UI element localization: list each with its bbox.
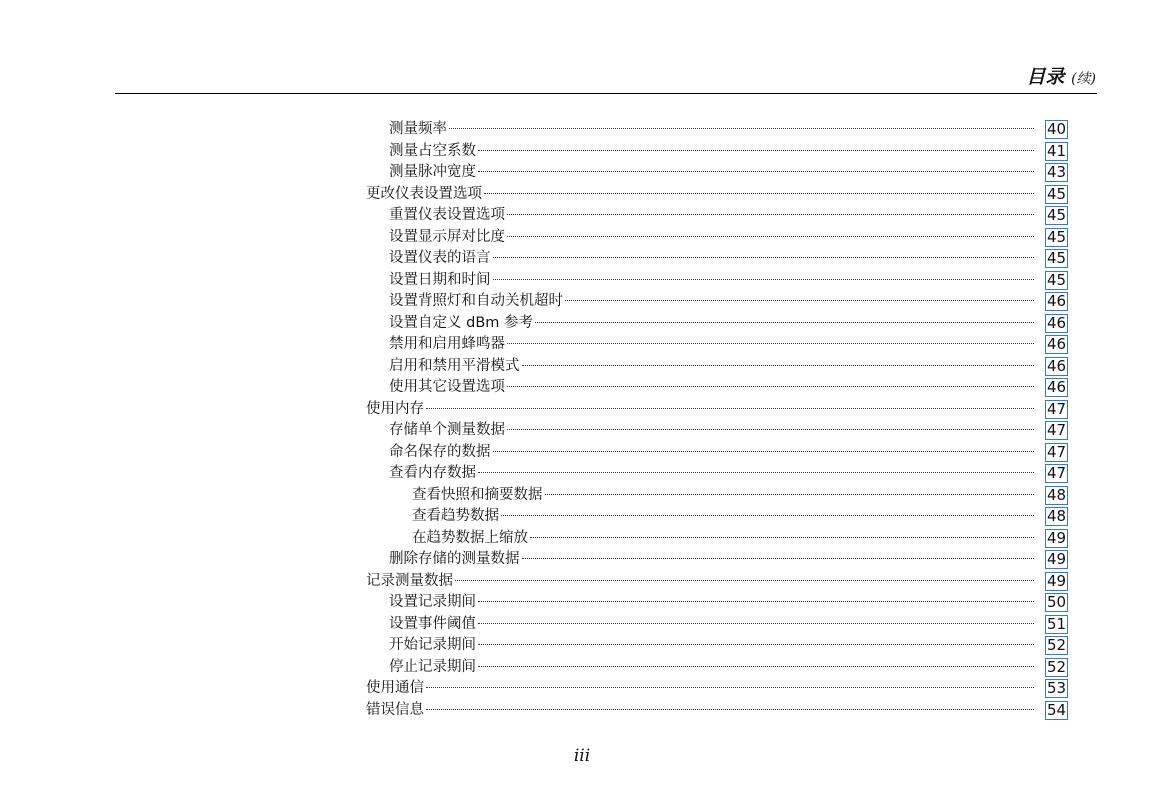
toc-page-link[interactable]: 46 [1046, 292, 1067, 310]
dot-leader [455, 580, 1034, 581]
toc-entry-label: 记录测量数据 [366, 572, 453, 589]
toc-entry-label: 设置自定义 dBm 参考 [389, 314, 533, 331]
toc-row[interactable] [0, 162, 1164, 184]
toc-entry-label: 命名保存的数据 [389, 443, 491, 460]
toc-row[interactable] [0, 334, 1164, 356]
toc-entry [389, 420, 1038, 442]
toc-entry-label: 设置仪表的语言 [389, 250, 491, 266]
toc-row[interactable] [0, 377, 1164, 399]
toc-row[interactable] [0, 571, 1164, 593]
dot-leader [478, 472, 1034, 473]
toc-page-link[interactable]: 45 [1046, 249, 1067, 267]
toc-page-link[interactable]: 46 [1046, 356, 1067, 375]
toc-row[interactable] [0, 356, 1164, 378]
toc-entry-label: 设置背照灯和自动关机超时 [389, 293, 563, 309]
toc-row[interactable] [0, 248, 1164, 270]
toc-entry-label: 查看快照和摘要数据 [412, 486, 543, 503]
page-number: iii [573, 746, 591, 766]
toc-entry [412, 506, 1038, 528]
toc-entry-label: 停止记录期间 [389, 658, 476, 675]
toc-entry [412, 485, 1038, 507]
toc-row[interactable] [0, 485, 1164, 507]
toc-entry [389, 463, 1038, 485]
toc-entry [389, 334, 1038, 356]
toc-row[interactable] [0, 399, 1164, 421]
dot-leader [426, 408, 1034, 409]
toc-entry [389, 141, 1038, 163]
dot-leader [478, 623, 1034, 624]
toc-entry [389, 270, 1038, 292]
toc-page-link[interactable]: 47 [1046, 399, 1067, 418]
toc-entry-label: 重置仪表设置选项 [389, 207, 505, 223]
toc-entry [412, 528, 1038, 550]
toc-page-link[interactable]: 41 [1046, 141, 1067, 160]
dot-leader [478, 171, 1034, 172]
toc-page-link[interactable]: 49 [1046, 550, 1067, 568]
toc-row[interactable] [0, 141, 1164, 163]
toc-row[interactable] [0, 657, 1164, 679]
toc-entry [389, 248, 1038, 270]
dot-leader [478, 601, 1034, 602]
toc-row[interactable] [0, 614, 1164, 636]
toc-page-link[interactable]: 45 [1046, 227, 1067, 246]
dot-leader [507, 343, 1034, 344]
toc-entry [389, 313, 1038, 335]
dot-leader [545, 494, 1035, 495]
toc-row[interactable] [0, 592, 1164, 614]
toc-page-link[interactable]: 48 [1046, 485, 1067, 504]
toc-row[interactable] [0, 205, 1164, 227]
toc-entry-label: 使用通信 [366, 680, 424, 696]
toc-page-link[interactable]: 52 [1046, 636, 1067, 654]
dot-leader [478, 666, 1034, 667]
toc-page-link[interactable]: 45 [1046, 184, 1067, 203]
toc-entry-label: 存储单个测量数据 [389, 422, 505, 438]
header-rule [115, 93, 1097, 94]
toc-entry [389, 162, 1038, 184]
toc-row[interactable] [0, 700, 1164, 722]
toc-page-link[interactable]: 47 [1046, 464, 1067, 482]
toc-row[interactable] [0, 420, 1164, 442]
toc-row[interactable] [0, 528, 1164, 550]
running-header [1026, 62, 1096, 89]
toc-entry [366, 571, 1038, 593]
toc-page-link[interactable]: 47 [1046, 442, 1067, 461]
toc-entry-label: 启用和禁用平滑模式 [389, 357, 520, 374]
toc-entry-label: 开始记录期间 [389, 637, 476, 653]
toc-entry-label: 测量频率 [389, 121, 447, 137]
toc-row[interactable] [0, 119, 1164, 141]
toc-entry-label: 设置显示屏对比度 [389, 228, 505, 245]
dot-leader [507, 214, 1034, 215]
dot-leader [493, 257, 1035, 258]
toc-entry-label: 禁用和启用蜂鸣器 [389, 336, 505, 352]
dot-leader [522, 365, 1035, 366]
toc-row[interactable] [0, 678, 1164, 700]
toc-page-link[interactable]: 45 [1046, 270, 1067, 289]
dot-leader [478, 150, 1034, 151]
toc-entry [366, 399, 1038, 421]
toc-page-link[interactable]: 40 [1046, 120, 1067, 138]
toc-entry [389, 291, 1038, 313]
toc-entry-label: 设置日期和时间 [389, 271, 491, 288]
toc-page-link[interactable]: 45 [1046, 206, 1067, 224]
toc-row[interactable] [0, 442, 1164, 464]
toc-entry-label: 设置记录期间 [389, 594, 476, 610]
dot-leader [507, 236, 1034, 237]
toc-row[interactable] [0, 184, 1164, 206]
toc-entry-label: 设置事件阈值 [389, 615, 476, 632]
toc-page-link[interactable]: 53 [1046, 679, 1067, 697]
toc-entry [389, 377, 1038, 399]
toc-page-link[interactable]: 49 [1046, 571, 1067, 590]
dot-leader [449, 128, 1034, 129]
dot-leader [535, 322, 1034, 323]
toc-row[interactable] [0, 313, 1164, 335]
toc-entry [389, 227, 1038, 249]
dot-leader [493, 451, 1035, 452]
toc-entry [366, 678, 1038, 700]
dot-leader [507, 429, 1034, 430]
toc-entry [389, 549, 1038, 571]
toc-entry [389, 657, 1038, 679]
dot-leader [565, 300, 1034, 301]
toc-entry [389, 356, 1038, 378]
toc-entry-label: 使用其它设置选项 [389, 379, 505, 395]
toc-entry [389, 442, 1038, 464]
toc-row[interactable] [0, 227, 1164, 249]
header-title: 目录 [1026, 66, 1065, 88]
dot-leader [493, 279, 1035, 280]
dot-leader [426, 709, 1034, 710]
dot-leader [501, 515, 1034, 516]
toc-entry-label: 使用内存 [366, 400, 424, 417]
toc-page-link[interactable]: 52 [1046, 657, 1067, 676]
toc-entry-label: 测量脉冲宽度 [389, 164, 476, 180]
toc-entry-label: 错误信息 [366, 701, 424, 718]
toc-page-link[interactable]: 50 [1046, 593, 1067, 611]
toc-page-link[interactable]: 51 [1046, 614, 1067, 633]
dot-leader [478, 644, 1034, 645]
toc-entry [366, 184, 1038, 206]
toc-page-link[interactable]: 46 [1046, 335, 1067, 353]
dot-leader [522, 558, 1035, 559]
toc-entry-label: 在趋势数据上缩放 [412, 529, 528, 546]
toc-page-link[interactable]: 47 [1046, 421, 1067, 439]
toc-page-link[interactable]: 46 [1046, 313, 1067, 332]
toc-page-link[interactable]: 54 [1046, 700, 1067, 719]
toc-entry-label: 更改仪表设置选项 [366, 185, 482, 202]
toc-page-link[interactable]: 49 [1046, 528, 1067, 547]
toc-entry-label: 测量占空系数 [389, 142, 476, 159]
toc-row[interactable] [0, 463, 1164, 485]
toc-page-link[interactable]: 46 [1046, 378, 1067, 396]
toc-entry [389, 119, 1038, 141]
dot-leader [484, 193, 1034, 194]
toc-entry-label: 删除存储的测量数据 [389, 551, 520, 567]
toc-entry [389, 614, 1038, 636]
toc-row[interactable] [0, 291, 1164, 313]
toc-page-link[interactable]: 48 [1046, 507, 1067, 525]
toc-row[interactable] [0, 635, 1164, 657]
toc-entry [389, 205, 1038, 227]
toc-entry [389, 592, 1038, 614]
toc-row[interactable] [0, 506, 1164, 528]
toc-entry [366, 700, 1038, 722]
toc-page-link[interactable]: 43 [1046, 163, 1067, 181]
toc-row[interactable] [0, 549, 1164, 571]
header-subtitle: (续) [1071, 71, 1096, 87]
toc-entry [389, 635, 1038, 657]
toc-entry-label: 查看趋势数据 [412, 508, 499, 524]
toc-entry-label: 查看内存数据 [389, 465, 476, 481]
dot-leader [507, 386, 1034, 387]
toc-row[interactable] [0, 270, 1164, 292]
dot-leader [426, 687, 1034, 688]
dot-leader [530, 537, 1034, 538]
